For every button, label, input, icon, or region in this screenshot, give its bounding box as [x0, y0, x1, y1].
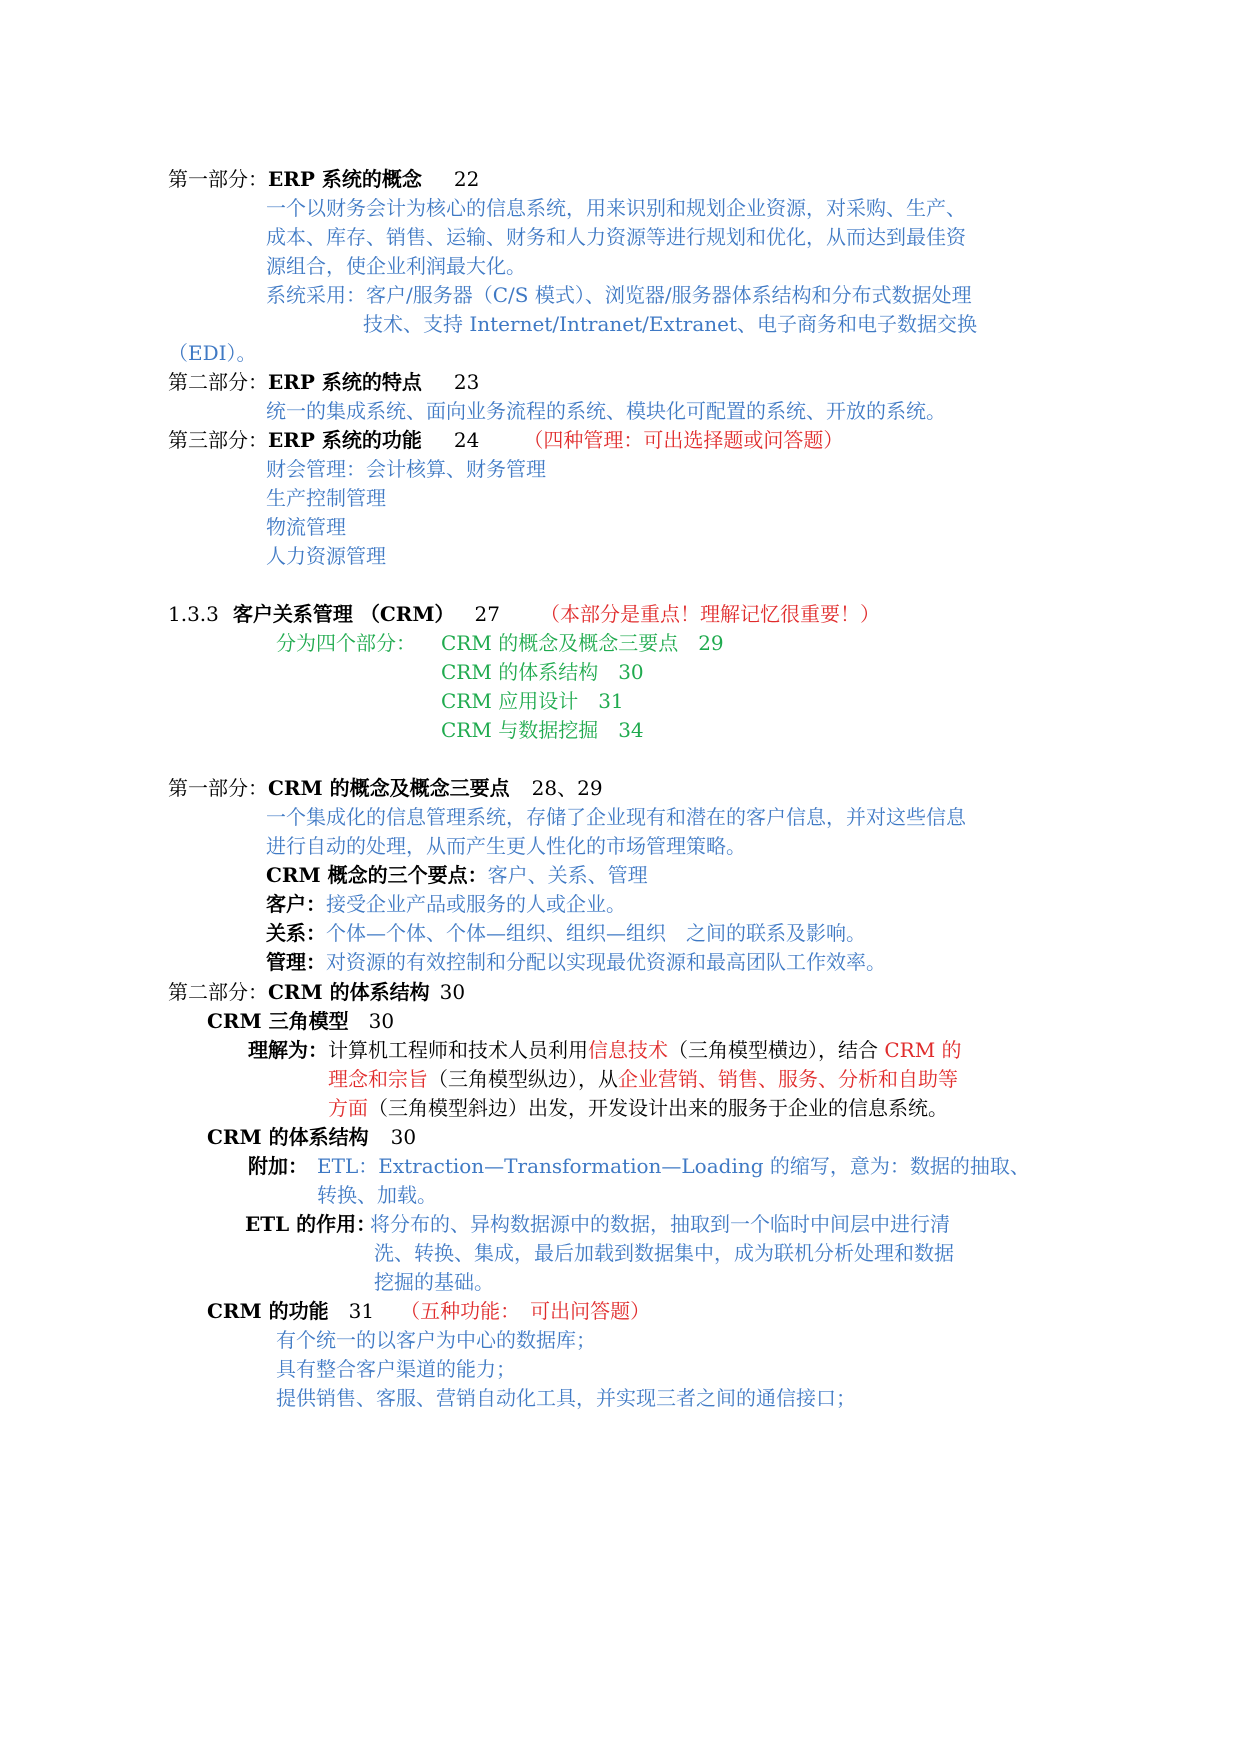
- crm-part-page: 29: [698, 631, 724, 655]
- crm-triangle-heading: [207, 1005, 394, 1037]
- erp-part3-note: （四种管理：可出选择题或问答题）: [523, 428, 844, 452]
- crm-manage-label: 管理：: [266, 950, 326, 974]
- erp-function-item: 物流管理: [266, 515, 346, 539]
- crm-part-item: [441, 656, 644, 688]
- crm-section-number: 1.3.3: [168, 602, 219, 626]
- crm-part1-desc-2: 进行自动的处理，从而产生更人性化的市场管理策略。: [266, 834, 746, 858]
- erp-part2-desc: 统一的集成系统、面向业务流程的系统、模块化可配置的系统、开放的系统。: [266, 399, 946, 423]
- crm-arch-title: CRM 的体系结构: [207, 1125, 369, 1149]
- crm-part-page: 34: [618, 718, 644, 742]
- crm-triangle-label: 理解为：: [248, 1038, 328, 1062]
- etl-role-line-3: 挖掘的基础。: [374, 1270, 494, 1294]
- erp-part3-page: 24: [453, 428, 480, 452]
- crm-functions-page: 31: [348, 1299, 375, 1323]
- erp-part1-desc-2: 成本、库存、销售、运输、财务和人力资源等进行规划和优化，从而达到最佳资: [266, 225, 966, 249]
- crm-section-heading: [168, 598, 880, 630]
- crm-triangle-title: CRM 三角模型: [207, 1009, 349, 1033]
- erp-part1-heading: [168, 163, 479, 195]
- crm-customer-definition: [266, 888, 626, 920]
- crm-arch-page: 30: [390, 1125, 417, 1149]
- crm-functions-title: CRM 的功能: [207, 1299, 329, 1323]
- erp-part1-desc-3: 源组合，使企业利润最大化。: [266, 254, 526, 278]
- crm-part-label: CRM 应用设计: [441, 689, 579, 713]
- text-run: 理念和宗旨: [328, 1067, 428, 1091]
- crm-triangle-line-3: [328, 1092, 948, 1124]
- crm-section-page: 27: [474, 602, 500, 626]
- crm-addon-label: 附加：: [248, 1154, 308, 1178]
- erp-function-item: 生产控制管理: [266, 486, 386, 510]
- crm-arch-heading: [207, 1121, 416, 1153]
- crm-function-item: 有个统一的以客户为中心的数据库；: [276, 1328, 596, 1352]
- crm-relation-definition: [266, 917, 866, 949]
- crm-relation-label: 关系：: [266, 921, 326, 945]
- crm-part-label: CRM 的概念及概念三要点: [441, 631, 679, 655]
- crm-part2-heading: [168, 976, 465, 1008]
- crm-part1-prefix: 第一部分：: [168, 776, 268, 800]
- crm-part-item: [441, 714, 644, 746]
- crm-triangle-line-2: [328, 1063, 958, 1095]
- text-run: 计算机工程师和技术人员利用: [328, 1038, 588, 1062]
- crm-part1-page: 28、29: [531, 776, 603, 800]
- crm-part-label: CRM 的体系结构: [441, 660, 599, 684]
- text-run: （三角模型纵边），从: [428, 1067, 618, 1091]
- crm-addon-line-1: ETL：Extraction—Transformation—Loading 的缩写，意为：数据的抽取、: [317, 1154, 1030, 1178]
- crm-part2-prefix: 第二部分：: [168, 980, 268, 1004]
- etl-role-line-2: 洗、转换、集成，最后加载到数据集中，成为联机分析处理和数据: [374, 1241, 954, 1265]
- crm-function-item: 具有整合客户渠道的能力；: [276, 1357, 516, 1381]
- crm-part1-desc-1: 一个集成化的信息管理系统，存储了企业现有和潜在的客户信息，并对这些信息: [266, 805, 966, 829]
- text-run: 方面: [328, 1096, 368, 1120]
- text-run: 企业营销、销售、服务、分析和自助等: [618, 1067, 958, 1091]
- crm-section-title: 客户关系管理 （CRM）: [232, 602, 455, 626]
- text-run: CRM 的: [884, 1038, 962, 1062]
- crm-elements-value: 客户、关系、管理: [487, 863, 648, 887]
- crm-part-page: 30: [618, 660, 644, 684]
- crm-function-item: 提供销售、客服、营销自动化工具，并实现三者之间的通信接口；: [276, 1386, 856, 1410]
- crm-part-label: CRM 与数据挖掘: [441, 718, 599, 742]
- crm-part-item: [441, 685, 624, 717]
- crm-customer-label: 客户：: [266, 892, 326, 916]
- crm-part-page: 31: [598, 689, 624, 713]
- erp-part1-desc-1: 一个以财务会计为核心的信息系统，用来识别和规划企业资源，对采购、生产、: [266, 196, 966, 220]
- text-run: 信息技术: [588, 1038, 668, 1062]
- crm-triangle-page: 30: [368, 1009, 395, 1033]
- crm-part-item: [441, 627, 724, 659]
- crm-split-label: 分为四个部分：: [276, 631, 416, 655]
- crm-three-elements: [266, 859, 648, 891]
- crm-part1-heading: [168, 772, 603, 804]
- erp-part2-page: 23: [453, 370, 480, 394]
- crm-part1-title: CRM 的概念及概念三要点: [268, 776, 510, 800]
- crm-relation-value: 个体—个体、个体—组织、组织—组织 之间的联系及影响。: [326, 921, 866, 945]
- crm-elements-label: CRM 概念的三个要点：: [266, 863, 488, 887]
- erp-part1-adopt-3: （EDI）。: [168, 341, 257, 365]
- crm-manage-definition: [266, 946, 886, 978]
- erp-part3-title: ERP 系统的功能: [268, 428, 422, 452]
- crm-functions-heading: [207, 1295, 650, 1327]
- text-run: （三角模型斜边）出发，开发设计出来的服务于企业的信息系统。: [368, 1096, 948, 1120]
- crm-addon-line-2: 转换、加载。: [317, 1183, 437, 1207]
- crm-manage-value: 对资源的有效控制和分配以实现最优资源和最高团队工作效率。: [326, 950, 886, 974]
- erp-part1-title: ERP 系统的概念: [268, 167, 422, 191]
- etl-role-label: ETL 的作用：: [245, 1212, 377, 1236]
- erp-part2-title: ERP 系统的特点: [268, 370, 422, 394]
- crm-section-note: （本部分是重点！理解记忆很重要！）: [539, 602, 880, 626]
- crm-part2-page: 30: [439, 980, 466, 1004]
- crm-functions-note: （五种功能： 可出问答题）: [400, 1299, 651, 1323]
- erp-part1-adopt-2: 技术、支持 Internet/Intranet/Extranet、电子商务和电子数据交换: [363, 312, 978, 336]
- etl-role-line-1: 将分布的、异构数据源中的数据，抽取到一个临时中间层中进行清: [370, 1212, 950, 1236]
- erp-part1-adopt-1: 系统采用：客户/服务器（C/S 模式）、浏览器/服务器体系结构和分布式数据处理: [266, 283, 972, 307]
- crm-triangle-line-1: [328, 1034, 962, 1066]
- crm-part2-title: CRM 的体系结构: [268, 980, 430, 1004]
- erp-part3-prefix: 第三部分：: [168, 428, 268, 452]
- erp-function-item: 人力资源管理: [266, 544, 386, 568]
- erp-part2-prefix: 第二部分：: [168, 370, 268, 394]
- erp-part3-heading: [168, 424, 843, 456]
- erp-part1-page: 22: [453, 167, 480, 191]
- erp-part2-heading: [168, 366, 479, 398]
- erp-function-item: 财会管理：会计核算、财务管理: [266, 457, 546, 481]
- text-run: （三角模型横边），结合: [668, 1038, 885, 1062]
- erp-part1-prefix: 第一部分：: [168, 167, 268, 191]
- crm-customer-value: 接受企业产品或服务的人或企业。: [326, 892, 626, 916]
